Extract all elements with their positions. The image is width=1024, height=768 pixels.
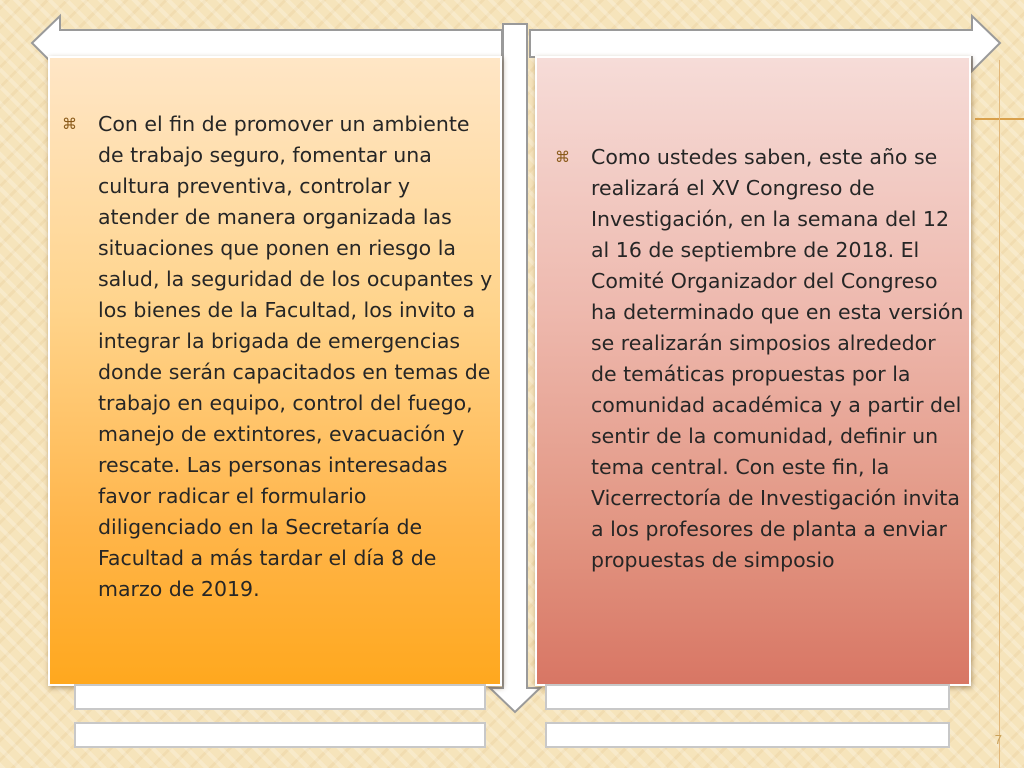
x-bullet-icon: ⌘ — [555, 148, 570, 166]
footer-box-left-upper — [74, 684, 486, 710]
footer-box-right-upper — [545, 684, 950, 710]
footer-box-right-lower — [545, 722, 950, 748]
left-bullet-item — [62, 109, 494, 605]
page-number: 7 — [994, 732, 1002, 747]
x-bullet-icon: ⌘ — [62, 115, 77, 133]
right-paragraph: Como ustedes saben, este año se realizará el XV Congreso de Investigación, en la semana del 12 al 16 de septiembre de 2018. El Comité Organizador del Congreso ha determinado que en esta versión se realizarán simposios alrededor de temáticas propuestas por la comunidad académica y a partir del sentir de la comunidad, definir un tema central. Con este fin, la Vicerrectoría de Investigación invita a los profesores de planta a enviar propuestas de simposio — [591, 145, 964, 572]
left-paragraph: Con el fin de promover un ambiente de trabajo seguro, fomentar una cultura preventiva, controlar y atender de manera organizada las situaciones que ponen en riesgo la salud, la seguridad de los ocupantes y los bienes de la Facultad, los invito a integrar la brigada de emergencias donde serán capacitados en temas de trabajo en equipo, control del fuego, manejo de extintores, evacuación y rescate. Las personas interesadas favor radicar el formulario diligenciado en la Secretaría de Facultad a más tardar el día 8 de marzo de 2019. — [98, 112, 493, 601]
footer-box-left-lower — [74, 722, 486, 748]
right-bullet-item — [555, 142, 965, 576]
right-text-panel — [535, 56, 971, 686]
left-text-panel — [48, 56, 502, 686]
